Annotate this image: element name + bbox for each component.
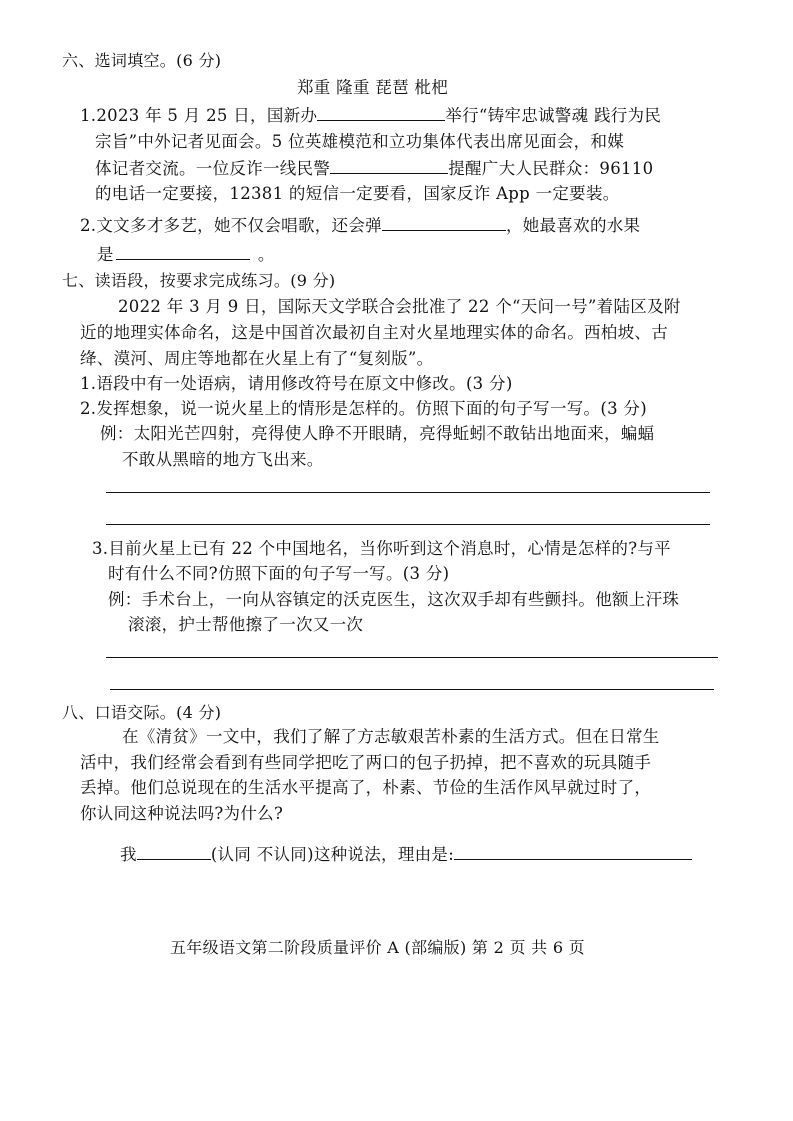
question-text: 提醒广大人民群众：96110	[448, 159, 654, 178]
fill-blank-2[interactable]	[330, 157, 448, 174]
section-7-question-3-line-1: 3.目前火星上已有 22 个中国地名，当你听到这个消息时，心情是怎样的?与平	[92, 539, 671, 558]
example-3-line-1: 例：手术台上，一向从容镇定的沃克医生，这次双手却有些颤抖。他额上汗珠	[108, 590, 680, 609]
question-text: 是	[97, 245, 114, 264]
section-6-heading: 六、选词填空。(6 分)	[62, 51, 222, 70]
reason-blank[interactable]	[454, 843, 692, 860]
question-text: ，她最喜欢的水果	[505, 216, 641, 235]
question-text: 2023 年 5 月 25 日，国新办	[96, 106, 318, 125]
example-2-line-2: 不敢从黑暗的地方飞出来。	[122, 450, 324, 469]
question-text: 。	[257, 245, 275, 264]
answer-line-3[interactable]	[106, 657, 718, 658]
section-6-question-1-line-2: 宗旨”中外记者见面会。5 位英雄模范和立功集体代表出席见面会，和媒	[95, 132, 625, 151]
section-7-question-3-line-2: 时有什么不同?仿照下面的句子写一写。(3 分)	[108, 564, 450, 583]
example-2-line-1: 例：太阳光芒四射，亮得使人睁不开眼睛，亮得蚯蚓不敢钻出地面来，蝙蝠	[100, 424, 655, 443]
section-8-heading: 八、口语交际。(4 分)	[62, 703, 222, 722]
oral-answer-row	[120, 843, 692, 866]
discussion-line-1: 在《清贫》一文中，我们了解了方志敏艰苦朴素的生活方式。但在日常生	[122, 727, 660, 746]
answer-line-4[interactable]	[110, 689, 714, 690]
section-6-question-1-line-1	[80, 104, 661, 127]
answer-line-1[interactable]	[106, 492, 710, 493]
passage-line-2: 近的地理实体命名，这是中国首次最初自主对火星地理实体的命名。西柏坡、古	[80, 323, 668, 342]
fill-blank-3[interactable]	[382, 214, 506, 231]
question-number: 2.	[80, 216, 97, 235]
agree-blank[interactable]	[137, 843, 211, 860]
section-7-question-2: 2.发挥想象，说一说火星上的情形是怎样的。仿照下面的句子写一写。(3 分)	[80, 399, 647, 418]
question-text: 体记者交流。一位反诈一线民警	[95, 159, 331, 178]
question-number: 1.	[80, 106, 97, 125]
discussion-line-4: 你认同这种说法吗?为什么?	[80, 804, 284, 823]
question-text: 文文多才多艺，她不仅会唱歌，还会弹	[96, 216, 382, 235]
page-footer: 五年级语文第二阶段质量评价 A (部编版) 第 2 页 共 6 页	[170, 938, 585, 957]
section-6-question-2-line-2	[97, 243, 275, 266]
section-7-question-1: 1.语段中有一处语病，请用修改符号在原文中修改。(3 分)	[80, 374, 513, 393]
section-7-heading: 七、读语段，按要求完成练习。(9 分)	[62, 271, 336, 290]
fill-blank-1[interactable]	[317, 104, 445, 121]
passage-line-3: 绛、漠河、周庄等地都在火星上有了“复刻版”。	[80, 349, 434, 368]
answer-prompt: (认同 不认同)这种说法，理由是:	[210, 845, 455, 864]
fill-blank-4[interactable]	[116, 243, 250, 260]
section-6-question-2-line-1	[80, 214, 640, 237]
example-3-line-2: 滚滚，护士帮他擦了一次又一次	[128, 615, 364, 634]
answer-line-2[interactable]	[106, 524, 710, 525]
section-6-question-1-line-3	[95, 157, 653, 180]
section-6-question-1-line-4: 的电话一定要接，12381 的短信一定要看，国家反诈 App 一定要装。	[95, 184, 620, 203]
question-text: 举行“铸牢忠诚警魂 践行为民	[445, 106, 662, 125]
discussion-line-2: 活中，我们经常会看到有些同学把吃了两口的包子扔掉，把不喜欢的玩具随手	[80, 753, 652, 772]
discussion-line-3: 丢掉。他们总说现在的生活水平提高了，朴素、节俭的生活作风早就过时了，	[80, 778, 652, 797]
word-bank: 郑重 隆重 琵琶 枇杷	[297, 78, 449, 97]
answer-prefix: 我	[120, 845, 137, 864]
passage-line-1: 2022 年 3 月 9 日，国际天文学联合会批准了 22 个“天问一号”着陆区及附	[118, 297, 681, 316]
